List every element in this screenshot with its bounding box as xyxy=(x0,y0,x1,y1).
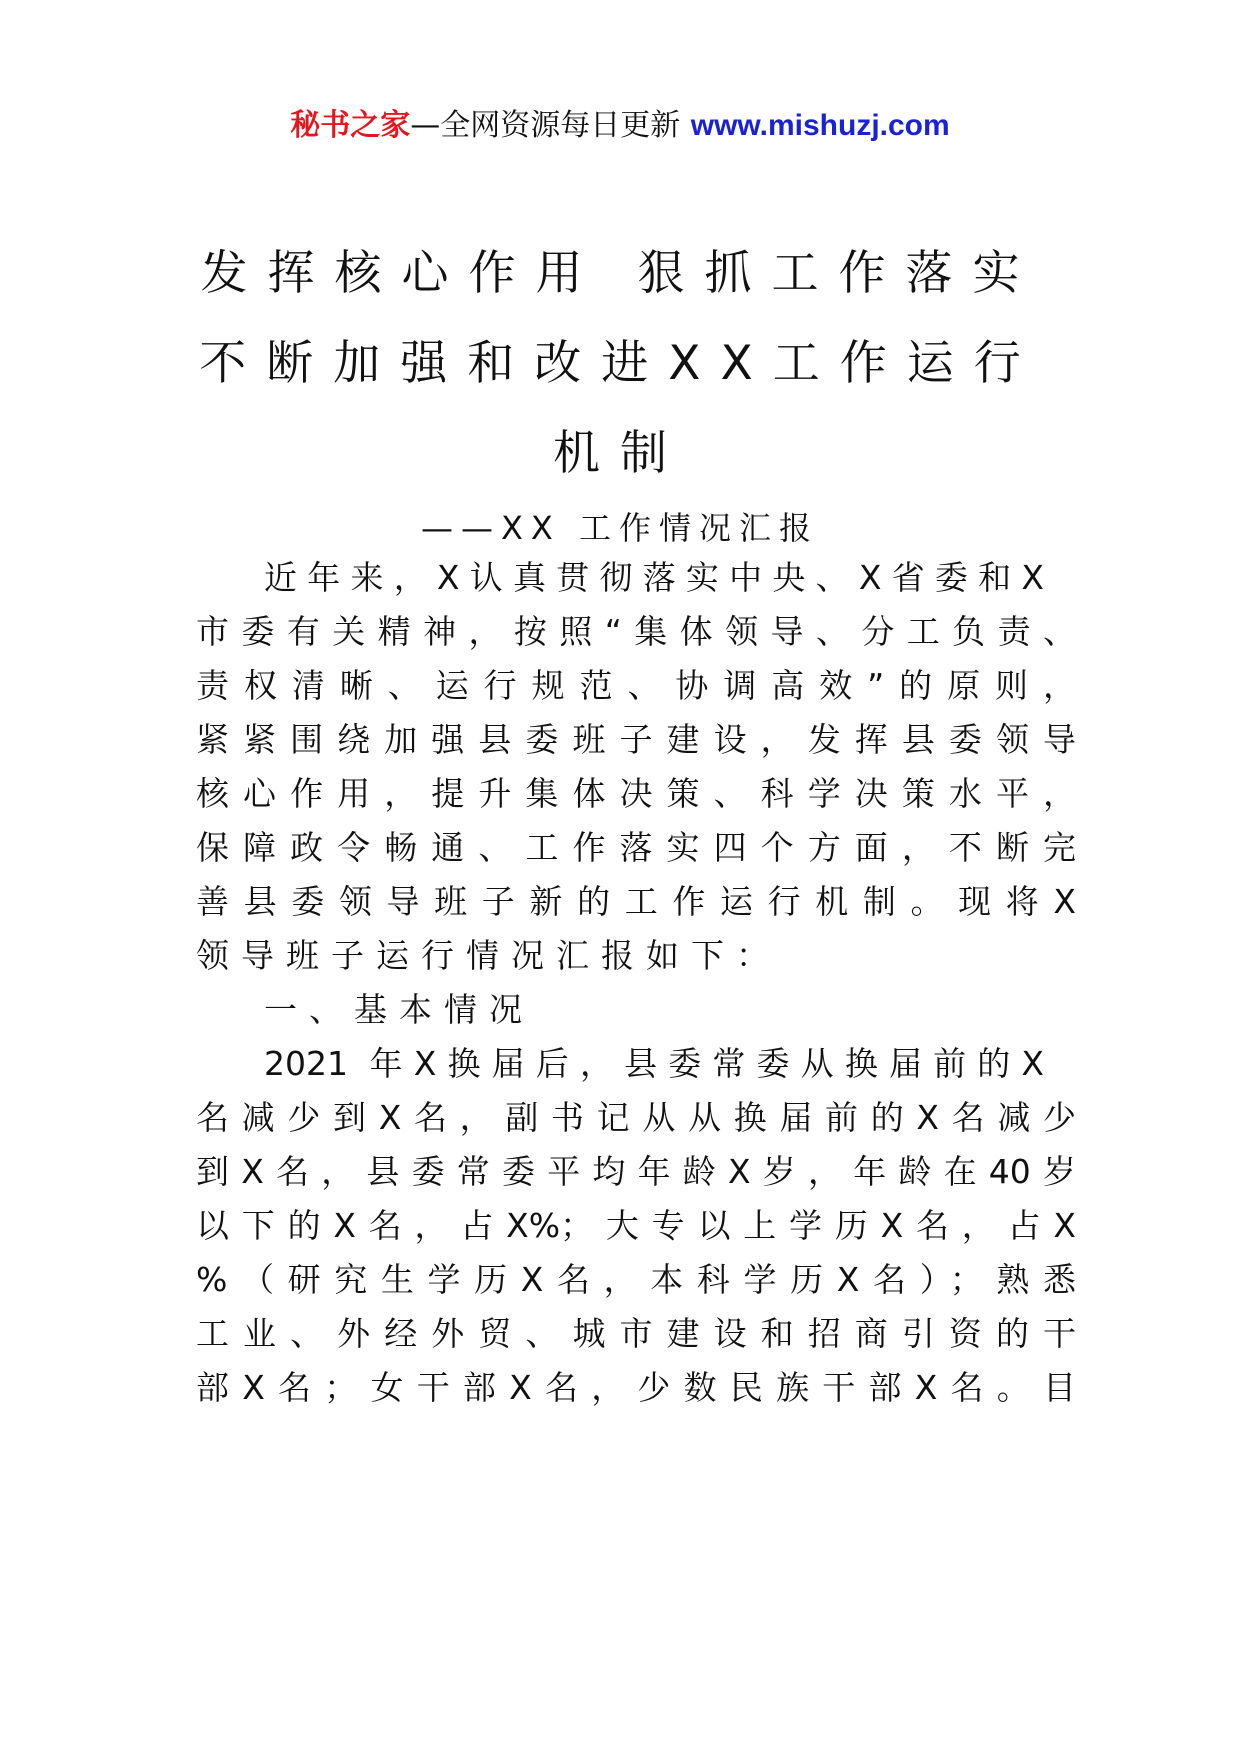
section1-line-7: 部X名；女干部X名，少数民族干部X名。目 xyxy=(196,1368,1076,1407)
site-url-link[interactable]: www.mishuzj.com xyxy=(690,109,950,142)
title-line-3: 机制 xyxy=(553,426,687,481)
intro-line-7: 善县委领导班子新的工作运行机制。现将X xyxy=(196,882,1076,921)
section1-line-1: 2021 年X换届后，县委常委从换届前的X xyxy=(264,1044,1044,1083)
site-slogan: —全网资源每日更新 xyxy=(410,108,681,143)
intro-line-5: 核心作用，提升集体决策、科学决策水平， xyxy=(196,774,1076,813)
title-line-1: 发挥核心作用 狠抓工作落实 xyxy=(200,246,1040,301)
intro-line-6: 保障政令畅通、工作落实四个方面，不断完 xyxy=(196,828,1076,867)
intro-line-2: 市委有关精神，按照“集体领导、分工负责、 xyxy=(196,612,1076,651)
section1-line-3: 到X名，县委常委平均年龄X岁，年龄在40岁 xyxy=(196,1152,1076,1191)
section1-line-6: 工业、外经外贸、城市建设和招商引资的干 xyxy=(196,1314,1076,1353)
intro-line-1: 近年来，X认真贯彻落实中央、X省委和X xyxy=(264,558,1044,597)
intro-line-3: 责权清晰、运行规范、协调高效”的原则， xyxy=(196,666,1076,705)
section1-line-2: 名减少到X名，副书记从从换届前的X名减少 xyxy=(196,1098,1076,1137)
section-heading-basic: 一、基本情况 xyxy=(264,990,534,1029)
document-subtitle: ——XX 工作情况汇报 xyxy=(420,509,820,547)
brand-name: 秘书之家 xyxy=(290,108,411,143)
title-line-2: 不断加强和改进XX工作运行 xyxy=(199,336,1041,391)
intro-line-4: 紧紧围绕加强县委班子建设，发挥县委领导 xyxy=(196,720,1076,759)
section1-line-5: %（研究生学历X名，本科学历X名）；熟悉 xyxy=(196,1260,1076,1299)
section1-line-4: 以下的X名，占X%；大专以上学历X名，占X xyxy=(196,1206,1076,1245)
site-header xyxy=(0,104,1240,148)
intro-line-8: 领导班子运行情况汇报如下： xyxy=(196,936,781,975)
